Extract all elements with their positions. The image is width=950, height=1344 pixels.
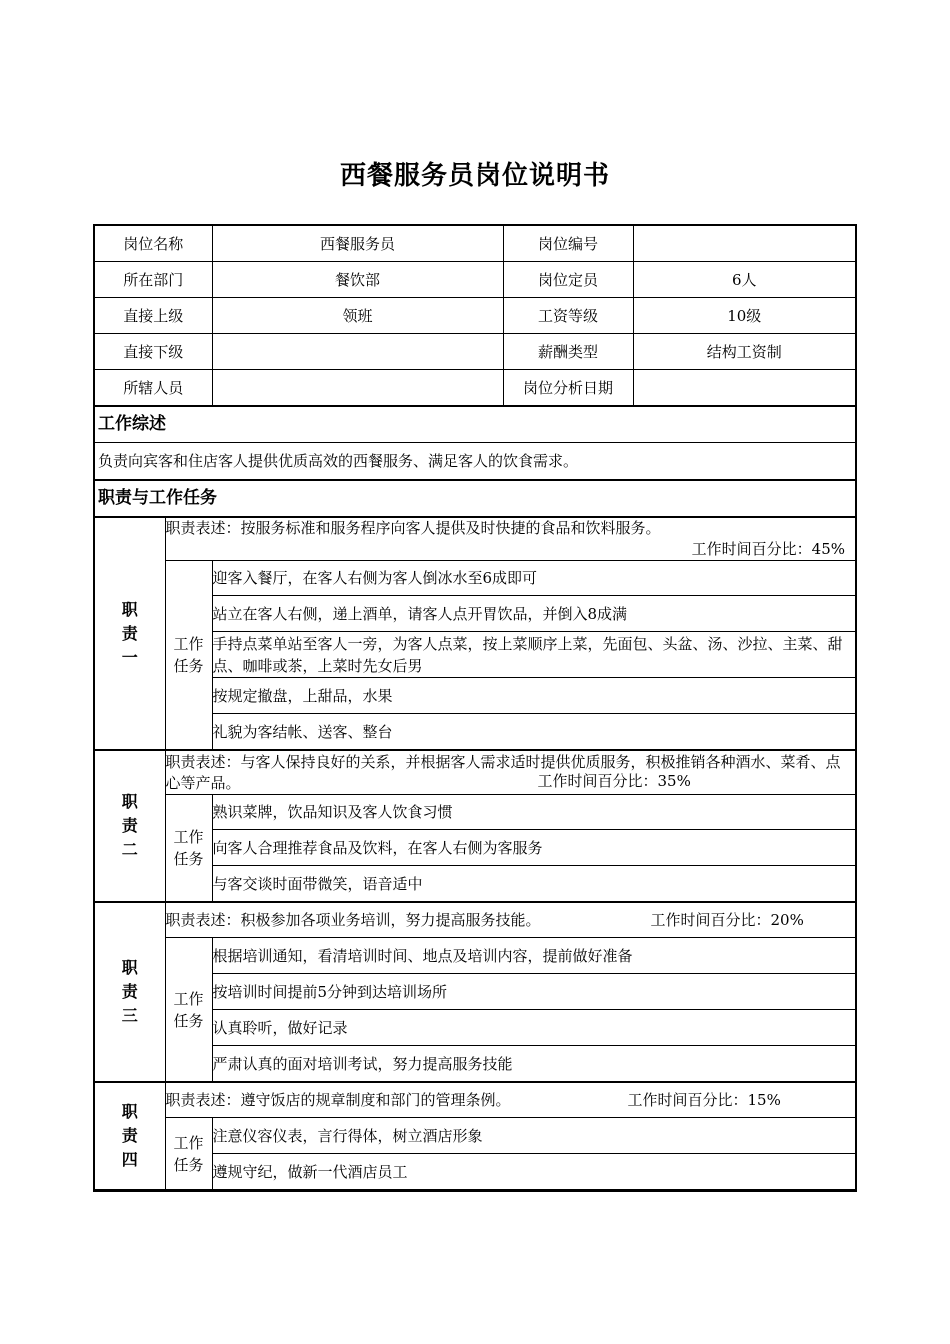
info-value bbox=[633, 226, 855, 262]
info-value: 10级 bbox=[633, 298, 855, 334]
summary-heading: 工作综述 bbox=[95, 405, 855, 442]
task-item: 按培训时间提前5分钟到达培训场所 bbox=[212, 974, 855, 1010]
task-label: 工作 任务 bbox=[165, 1118, 212, 1190]
task-item: 根据培训通知，看清培训时间、地点及培训内容，提前做好准备 bbox=[212, 938, 855, 974]
info-value: 西餐服务员 bbox=[212, 226, 503, 262]
duties-heading: 职责与工作任务 bbox=[95, 479, 855, 516]
task-row bbox=[95, 1118, 855, 1154]
info-value bbox=[212, 334, 503, 370]
info-value: 餐饮部 bbox=[212, 262, 503, 298]
time-percentage: 工作时间百分比：20% bbox=[650, 911, 804, 929]
task-label: 工作 任务 bbox=[165, 938, 212, 1083]
task-label: 工作 任务 bbox=[165, 561, 212, 751]
duty-row bbox=[95, 517, 855, 561]
info-row bbox=[95, 334, 855, 370]
time-percentage: 工作时间百分比：15% bbox=[627, 1091, 781, 1109]
task-item: 与客交谈时面带微笑，语音适中 bbox=[212, 866, 855, 903]
task-item: 注意仪容仪表，言行得体，树立酒店形象 bbox=[212, 1118, 855, 1154]
time-percentage: 工作时间百分比：35% bbox=[537, 772, 691, 790]
time-percentage: 工作时间百分比：45% bbox=[691, 540, 845, 558]
task-item: 迎客入餐厅，在客人右侧为客人倒冰水至6成即可 bbox=[212, 561, 855, 596]
duty-description: 职责表述：按服务标准和服务程序向客人提供及时快捷的食品和饮料服务。 工作时间百分比：45% bbox=[165, 517, 855, 561]
info-label: 所在部门 bbox=[95, 262, 212, 298]
task-item: 遵规守纪，做新一代酒店员工 bbox=[212, 1154, 855, 1190]
task-item: 站立在客人右侧，递上酒单，请客人点开胃饮品，并倒入8成满 bbox=[212, 596, 855, 632]
duty-name: 职 责 二 bbox=[95, 750, 165, 902]
task-row bbox=[95, 795, 855, 830]
info-row bbox=[95, 298, 855, 334]
task-item: 熟识菜牌，饮品知识及客人饮食习惯 bbox=[212, 795, 855, 830]
info-value: 结构工资制 bbox=[633, 334, 855, 370]
task-item: 向客人合理推荐食品及饮料，在客人右侧为客服务 bbox=[212, 830, 855, 866]
info-label: 岗位编号 bbox=[503, 226, 633, 262]
info-value: 领班 bbox=[212, 298, 503, 334]
info-row bbox=[95, 262, 855, 298]
duties-table bbox=[95, 516, 855, 1190]
duty-description: 职责表述：积极参加各项业务培训，努力提高服务技能。 工作时间百分比：20% bbox=[165, 902, 855, 938]
task-item: 认真聆听，做好记录 bbox=[212, 1010, 855, 1046]
task-label: 工作 任务 bbox=[165, 795, 212, 903]
info-value bbox=[633, 370, 855, 406]
info-label: 直接上级 bbox=[95, 298, 212, 334]
info-label: 岗位名称 bbox=[95, 226, 212, 262]
duty-description: 职责表述：与客人保持良好的关系，并根据客人需求适时提供优质服务，积极推销各种酒水、菜肴、点心等产品。 工作时间百分比：35% bbox=[165, 750, 855, 795]
task-item: 手持点菜单站至客人一旁，为客人点菜，按上菜顺序上菜，先面包、头盆、汤、沙拉、主菜、甜点、咖啡或茶，上菜时先女后男 bbox=[212, 632, 855, 678]
task-item: 严肃认真的面对培训考试，努力提高服务技能 bbox=[212, 1046, 855, 1083]
info-row bbox=[95, 226, 855, 262]
info-label: 岗位分析日期 bbox=[503, 370, 633, 406]
info-value bbox=[212, 370, 503, 406]
info-label: 工资等级 bbox=[503, 298, 633, 334]
summary-text: 负责向宾客和住店客人提供优质高效的西餐服务、满足客人的饮食需求。 bbox=[95, 442, 855, 479]
info-label: 薪酬类型 bbox=[503, 334, 633, 370]
task-row bbox=[95, 561, 855, 596]
task-item: 按规定撤盘，上甜品，水果 bbox=[212, 678, 855, 714]
job-description-form bbox=[93, 224, 857, 1192]
info-row bbox=[95, 370, 855, 406]
info-label: 岗位定员 bbox=[503, 262, 633, 298]
task-row bbox=[95, 938, 855, 974]
info-label: 直接下级 bbox=[95, 334, 212, 370]
basic-info-table bbox=[95, 226, 855, 405]
task-item: 礼貌为客结帐、送客、整台 bbox=[212, 714, 855, 751]
duty-name: 职 责 四 bbox=[95, 1082, 165, 1190]
page-title: 西餐服务员岗位说明书 bbox=[339, 161, 610, 191]
duty-row bbox=[95, 1082, 855, 1118]
info-value: 6人 bbox=[633, 262, 855, 298]
duty-row bbox=[95, 750, 855, 795]
duty-name: 职 责 三 bbox=[95, 902, 165, 1082]
duty-description: 职责表述：遵守饭店的规章制度和部门的管理条例。 工作时间百分比：15% bbox=[165, 1082, 855, 1118]
duty-name: 职 责 一 bbox=[95, 517, 165, 750]
duty-row bbox=[95, 902, 855, 938]
info-label: 所辖人员 bbox=[95, 370, 212, 406]
